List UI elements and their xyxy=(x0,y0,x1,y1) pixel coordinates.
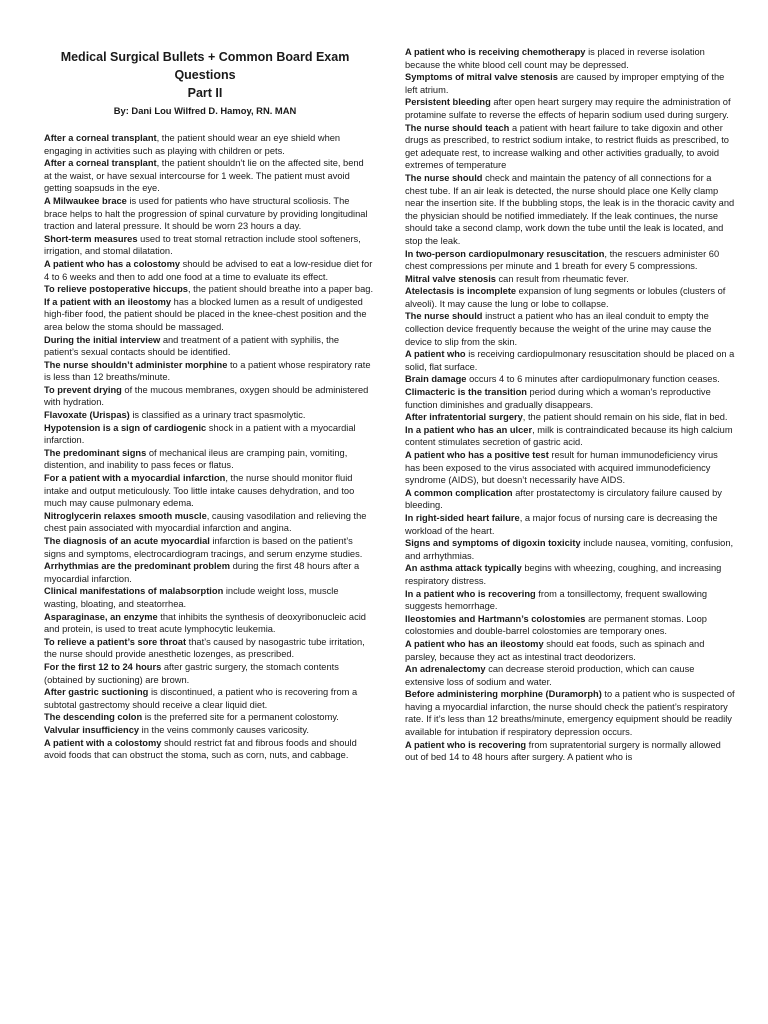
bullet-text: is discontinued, a patient who is recovering from a subtotal gastrectomy should receive a clear liquid diet. xyxy=(44,687,358,710)
bullet-lead: The nurse should xyxy=(405,311,483,322)
bullet-lead: An asthma attack typically xyxy=(405,563,522,574)
bullet-lead: A patient with a colostomy xyxy=(44,737,162,748)
bullet-lead: An adrenalectomy xyxy=(405,664,486,675)
bullet-paragraph xyxy=(44,409,374,422)
bullet-lead: Valvular insufficiency xyxy=(44,724,140,735)
bullet-lead: Signs and symptoms of digoxin toxicity xyxy=(405,538,581,549)
bullet-lead: During the initial interview xyxy=(44,334,161,345)
bullet-paragraph xyxy=(44,422,374,447)
bullet-text: , the patient should wear an eye shield when engaging in activities such as playing with children or pets. xyxy=(44,133,341,156)
bullet-text: after prostatectomy is circulatory failure caused by bleeding. xyxy=(405,487,722,511)
bullet-paragraph xyxy=(405,411,735,424)
bullet-lead: The diagnosis of an acute myocardial xyxy=(44,536,210,546)
bullet-lead: Short-term measures xyxy=(44,233,138,244)
bullet-lead: A patient who xyxy=(405,349,466,360)
bullet-paragraph xyxy=(44,560,374,585)
bullet-lead: A patient who is receiving chemotherapy xyxy=(405,47,586,57)
bullet-text: , the nurse should monitor fluid intake and output meticulously. Too little intake causes dehydration, and too much may cause pulmonary edema. xyxy=(44,473,355,509)
bullet-text: check and maintain the patency of all connections for a chest tube. If an air leak is detected, the nurse should place one Kelly clamp near the insertion site. If the bubbling stops, the leak is in the thoracic cavity and the physician should be notified immediately. If the leak continues, the nurse should take a second clamp, work down the tube until the leak is located, and stop the leak. xyxy=(405,172,735,246)
bullet-text: is used for patients who have structural scoliosis. The brace helps to halt the progression of spinal curvature by providing longitudinal traction and lateral pressure. It should be worn 23 hours a day. xyxy=(44,195,368,232)
bullet-text: during the first 48 hours after a myocardial infarction. xyxy=(44,561,360,584)
bullet-text: should eat foods, such as spinach and parsley, because they act as intestinal tract deodorizers. xyxy=(405,638,705,662)
bullet-paragraph xyxy=(44,157,374,195)
bullet-paragraph xyxy=(405,310,735,348)
bullet-lead: Clinical manifestations of malabsorption xyxy=(44,586,224,597)
bullet-lead: The descending colon xyxy=(44,712,143,723)
bullet-text: to a patient whose respiratory rate is less than 12 breaths/minute. xyxy=(44,359,371,383)
bullet-text: , a major focus of nursing care is decreasing the workload of the heart. xyxy=(405,512,718,536)
bullet-lead: In a patient who is recovering xyxy=(405,588,536,599)
bullet-text: used to treat stomal retraction include stool softeners, irrigation, and stomal dilatation. xyxy=(44,233,361,257)
bullet-paragraph xyxy=(44,510,374,535)
bullet-lead: Before administering morphine (Duramorph) xyxy=(405,689,602,700)
bullet-paragraph xyxy=(405,537,735,562)
bullet-paragraph xyxy=(405,424,735,449)
bullet-paragraph xyxy=(405,373,735,386)
bullet-lead: A patient who has an ileostomy xyxy=(405,638,544,649)
bullet-paragraph xyxy=(44,359,374,384)
bullet-text: should restrict fat and fibrous foods and should avoid foods that can obstruct the stoma, such as corn, nuts, and cabbage. xyxy=(44,737,357,761)
bullet-paragraph xyxy=(44,334,374,359)
bullet-text: are caused by improper emptying of the left atrium. xyxy=(405,72,725,95)
bullet-paragraph xyxy=(405,172,735,248)
bullet-paragraph xyxy=(405,96,735,121)
bullet-paragraph xyxy=(405,688,735,738)
bullet-text: to a patient who is suspected of having a myocardial infarction, the nurse should check the patient’s respiratory rate. If it’s less than 12 breaths/minute, emergency equipment should be readily available for intubation if respiratory depression occurs. xyxy=(405,689,735,738)
bullet-paragraph xyxy=(44,447,374,472)
bullet-lead: The predominant signs xyxy=(44,447,147,458)
bullet-paragraph xyxy=(405,487,735,512)
bullet-text: period during which a woman’s reproductive function diminishes and gradually disappears. xyxy=(405,387,711,410)
bullet-paragraph xyxy=(44,724,374,737)
bullet-paragraph xyxy=(405,273,735,286)
bullet-paragraph xyxy=(44,636,374,661)
bullet-paragraph xyxy=(44,472,374,510)
bullet-paragraph xyxy=(44,686,374,711)
bullet-text: from a tonsillectomy, frequent swallowing suggests hemorrhage. xyxy=(405,588,708,612)
bullet-lead: Nitroglycerin relaxes smooth muscle xyxy=(44,510,207,521)
bullet-lead: To relieve postoperative hiccups xyxy=(44,284,188,295)
bullet-paragraph xyxy=(44,233,374,258)
bullet-paragraph xyxy=(405,739,735,764)
bullet-paragraph xyxy=(44,384,374,409)
bullet-paragraph xyxy=(44,535,374,560)
bullet-paragraph xyxy=(44,711,374,724)
bullet-text: , milk is contraindicated because its high calcium content stimulates secretion of gastric acid. xyxy=(405,424,733,448)
bullet-text: after gastric surgery, the stomach contents (obtained by suctioning) are brown. xyxy=(44,661,339,685)
bullet-lead: Ileostomies and Hartmann’s colostomies xyxy=(405,613,586,624)
bullet-paragraph xyxy=(405,71,735,96)
bullet-paragraph xyxy=(405,663,735,688)
bullet-text: infarction is based on the patient’s signs and symptoms, electrocardiogram tracings, and serum enzyme studies. xyxy=(44,536,363,559)
bullet-text: has a blocked lumen as a result of undigested high-fiber food, the patient should be placed in the knee-chest position and the area below the stoma should be massaged. xyxy=(44,296,367,332)
bullet-paragraph xyxy=(405,122,735,172)
bullet-lead: After a corneal transplant xyxy=(44,158,157,169)
bullet-paragraph xyxy=(405,348,735,373)
bullet-lead: In a patient who has an ulcer xyxy=(405,424,533,435)
bullet-paragraph xyxy=(405,613,735,638)
title-line-1: Medical Surgical Bullets + Common Board Exam xyxy=(60,50,350,64)
bullet-paragraph xyxy=(44,132,374,157)
bullet-paragraph xyxy=(44,296,374,334)
bullet-paragraph xyxy=(405,562,735,587)
title-line-2: Questions xyxy=(174,68,236,82)
bullet-text: is placed in reverse isolation because the white blood cell count may be depressed. xyxy=(405,47,705,70)
bullet-lead: Symptoms of mitral valve stenosis xyxy=(405,72,558,83)
bullet-lead: After infratentorial surgery xyxy=(405,412,523,423)
bullet-lead: For a patient with a myocardial infarction xyxy=(44,473,226,484)
bullet-lead: After a corneal transplant xyxy=(44,133,157,143)
author-byline: By: Dani Lou Wilfred D. Hamoy, RN. MAN xyxy=(113,105,297,116)
bullet-lead: The nurse should xyxy=(405,172,483,183)
bullet-lead: A Milwaukee brace xyxy=(44,195,127,206)
bullet-text: include nausea, vomiting, confusion, and arrhythmias. xyxy=(405,538,734,561)
bullet-text: expansion of lung segments or lobules (clusters of alveoli). It may cause the lung or lobe to collapse. xyxy=(405,286,726,309)
bullet-text: , the patient should breathe into a paper bag. xyxy=(187,284,374,295)
bullet-lead: To prevent drying xyxy=(44,384,122,395)
bullet-paragraph xyxy=(405,285,735,310)
bullet-lead: A common complication xyxy=(405,487,513,498)
left-column xyxy=(44,132,374,762)
bullet-lead: To relieve a patient’s sore throat xyxy=(44,636,187,647)
bullet-lead: Atelectasis is incomplete xyxy=(405,286,517,297)
bullet-paragraph xyxy=(44,195,374,233)
bullet-lead: After gastric suctioning xyxy=(44,687,149,698)
bullet-text: of the mucous membranes, oxygen should be administered with hydration. xyxy=(44,384,369,408)
bullet-text: begins with wheezing, coughing, and increasing respiratory distress. xyxy=(405,563,722,586)
bullet-paragraph xyxy=(44,585,374,610)
bullet-paragraph xyxy=(44,611,374,636)
bullet-paragraph xyxy=(405,248,735,273)
bullet-text: , the patient should remain on his side, flat in bed. xyxy=(522,412,728,423)
bullet-text: , causing vasodilation and relieving the chest pain associated with myocardial infarction and angina. xyxy=(44,510,367,534)
bullet-lead: In right-sided heart failure xyxy=(405,512,520,523)
bullet-text: include weight loss, muscle wasting, bloating, and steatorrhea. xyxy=(44,586,339,609)
bullet-paragraph xyxy=(44,661,374,686)
bullet-lead: A patient who has a positive test xyxy=(405,450,549,460)
bullet-text: result for human immunodeficiency virus has been exposed to the virus associated with acquired immunodeficiency syndrome (AIDS), but doesn’t necessarily have AIDS. xyxy=(405,450,718,486)
bullet-paragraph xyxy=(44,283,374,296)
bullet-paragraph xyxy=(44,737,374,762)
bullet-text: is receiving cardiopulmonary resuscitation should be placed on a solid, flat surface. xyxy=(405,349,735,372)
bullet-paragraph xyxy=(405,386,735,411)
bullet-lead: Hypotension is a sign of cardiogenic xyxy=(44,422,207,433)
bullet-text: should be advised to eat a low-residue diet for 4 to 6 weeks and then to add one food at a time to evaluate its effect. xyxy=(44,258,373,282)
bullet-text: , the patient shouldn’t lie on the affected site, bend at the waist, or have sexual intercourse for 1 week. The patient must avoid getting soapsuds in the eye. xyxy=(44,158,364,194)
bullet-text: and treatment of a patient with syphilis, the patient’s sexual contacts should be identified. xyxy=(44,334,340,358)
bullet-text: a patient with heart failure to take digoxin and other drugs as prescribed, to restrict sodium intake, to restrict fluids as prescribed, to get adequate rest, to increase walking and other activities gradually, to avoid extremes of temperature xyxy=(405,122,729,171)
right-column xyxy=(405,46,735,764)
bullet-paragraph xyxy=(405,512,735,537)
document-title xyxy=(40,48,370,102)
bullet-text: after open heart surgery may require the administration of protamine sulfate to reverse the effects of heparin sodium used during surgery. xyxy=(405,97,731,120)
bullet-text: of mechanical ileus are cramping pain, vomiting, distention, and inability to pass feces or flatus. xyxy=(44,447,348,471)
bullet-lead: Asparaginase, an enzyme xyxy=(44,611,158,622)
bullet-text: that’s caused by nasogastric tube irritation, the nurse should provide anesthetic lozenges, as prescribed. xyxy=(44,636,365,660)
bullet-lead: Mitral valve stenosis xyxy=(405,273,496,284)
bullet-text: shock in a patient with a myocardial infarction. xyxy=(44,422,356,446)
bullet-lead: If a patient with an ileostomy xyxy=(44,296,172,307)
bullet-paragraph xyxy=(405,638,735,663)
bullet-paragraph xyxy=(44,258,374,283)
bullet-lead: Persistent bleeding xyxy=(405,97,491,108)
bullet-lead: The nurse should teach xyxy=(405,122,510,133)
title-line-3: Part II xyxy=(187,86,223,100)
document-header xyxy=(40,48,370,118)
bullet-text: occurs 4 to 6 minutes after cardiopulmonary function ceases. xyxy=(466,374,720,385)
bullet-text: in the veins commonly causes varicosity. xyxy=(139,724,309,735)
bullet-lead: A patient who has a colostomy xyxy=(44,258,181,269)
bullet-text: can result from rheumatic fever. xyxy=(495,273,629,284)
bullet-text: are permanent stomas. Loop colostomies and double-barrel colostomies are temporary ones. xyxy=(405,613,707,637)
bullet-lead: Brain damage xyxy=(405,374,467,385)
bullet-text: instruct a patient who has an ileal conduit to empty the collection device frequently because the weight of the urine may cause the device to slip from the skin. xyxy=(405,311,712,347)
bullet-paragraph xyxy=(405,588,735,613)
bullet-lead: Climacteric is the transition xyxy=(405,387,527,398)
bullet-lead: For the first 12 to 24 hours xyxy=(44,661,162,672)
bullet-paragraph xyxy=(405,46,735,71)
bullet-lead: The nurse shouldn’t administer morphine xyxy=(44,359,228,370)
bullet-lead: A patient who is recovering xyxy=(405,739,527,750)
bullet-text: from supratentorial surgery is normally allowed out of bed 14 to 48 hours after surgery. A patient who is xyxy=(405,739,721,763)
bullet-lead: In two-person cardiopulmonary resuscitation xyxy=(405,248,605,259)
bullet-text: can decrease steroid production, which can cause extensive loss of sodium and water. xyxy=(405,664,695,687)
bullet-text: is classified as a urinary tract spasmolytic. xyxy=(129,410,306,421)
bullet-lead: Arrhythmias are the predominant problem xyxy=(44,561,230,572)
bullet-lead: Flavoxate (Urispas) xyxy=(44,410,130,421)
bullet-paragraph xyxy=(405,449,735,487)
bullet-text: that inhibits the synthesis of deoxyribonucleic acid and protein, is used to treat acute lymphocytic leukemia. xyxy=(44,611,366,635)
bullet-text: is the preferred site for a permanent colostomy. xyxy=(142,712,339,723)
bullet-text: , the rescuers administer 60 chest compressions per minute and 1 breath for every 5 compressions. xyxy=(405,248,720,272)
